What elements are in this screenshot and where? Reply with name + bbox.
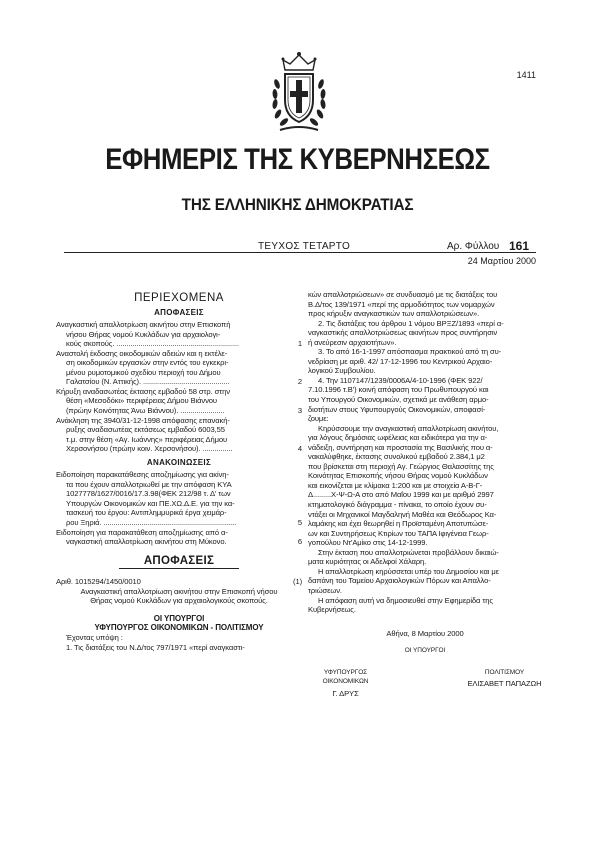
paragraph: Κηρύσσουμε την αναγκαστική απαλλοτρίωση ακινήτου, για λόγους δημόσιας ωφέλειας και ειδικότερα για την α- νάδειξη, συντήρηση και προστασία της Βασιλικής που α- νακαλύφθηκε, έκτασης συνολικού εμβαδού 2.384,1 μ2 που βρίσκεται στη περιοχή Αγ. Γεώργιος Θαλασσίτης της Κοινότητας Επισκοπής νήσου Θήρας νομού Κυκλάδων και εικονίζεται με κλίμακα 1:200 και με στοιχεία Α-Β-Γ- Δ.........Χ-Ψ-Ω-Α στο από Μαΐου 1999 και με αριθμό 2997 κτηματολογικό διάγραμμα - πίνακα, το οποίο έχουν συ- ντάξει οι Μηχανικοί Μαγδαληνή Μαθέα και Θεόδωρος Κα- λαμάκης και έχει θεωρηθεί η Προϊσταμένη Αποτυπώσε- ων και Συντηρήσεως Κτιρίων του ΤΑΠΑ Ιφιγένεια Γεωρ- γοπούλου Ντ'Αμίκο στις 14-12-1999.: [308, 423, 499, 548]
signature-culture: ΠΟΛΙΤΙΣΜΟΥ ΕΛΙΣΑΒΕΤ ΠΑΠΑΖΩΗ: [467, 668, 542, 689]
decision-reference: Αριθ. 1015294/1450/0010 (1): [56, 577, 302, 587]
issue-number: 161: [509, 239, 530, 253]
signature-block: [308, 668, 542, 699]
toc-entry: Ειδοποίηση παρακατάθεσης αποζημίωσης για ακίνη- τα που έχουν απαλλοτριωθεί με την απόφαση ΚΥΑ 1027778/1627/0016/17.3.98(ΦΕΚ 212/98 τ. Δ' των Υπουργών Οικονομικών και ΠΕ.ΧΩ.Δ.Ε. για την κα- τασκευή του έργου: Αντιπλημμυρικά έργα χειμάρ- ρου Ξηριά. .................................................................. 5: [56, 470, 302, 528]
toc-entry: Ειδοποίηση για παρακατάθεση αποζημίωσης από α- ναγκαστική απαλλοτρίωση ακινήτου στη Μύκονο. 6: [56, 527, 302, 547]
page-number: 1411: [516, 70, 536, 80]
toc-page-number: 5: [297, 518, 302, 528]
toc-page-number: 2: [297, 377, 302, 387]
toc-entry: Αναγκαστική απαλλοτρίωση ακινήτου στην Επισκοπή νήσου Θήρας νομού Κυκλάδων για αρχαιολογι- κούς σκοπούς. ............................................................. 1: [56, 320, 302, 349]
decision-subject: Αναγκαστική απαλλοτρίωση ακινήτου στην Επισκοπή νήσου Θήρας νομού Κυκλάδων για αρχαιολογικούς σκοπούς.: [80, 586, 278, 606]
toc-entry: Αναστολή έκδοσης οικοδομικών αδειών και η εκτέλε- ση οικοδομικών εργασιών στην εντός του εγκεκρι- μένου ρυμοτομικού σχεδίου περιοχή του Δήμου Γαλατσίου (Ν. Αττικής). ........................................... 2: [56, 348, 302, 387]
decisions-underline: [119, 568, 239, 569]
signature-header: ΟΙ ΥΠΟΥΡΓΟΙ: [404, 647, 446, 655]
right-column: [308, 290, 542, 698]
toc-entry: Ανάκληση της 3940/31-12-1998 απόφασης επανακή- ρυξης αναδασωτέας εκτάσεως εμβαδού 6003,55 τ.μ. στην θέση «Αγ. Ιωάννης» περιφέρειας Δήμου Χερσονήσου (πρώην κοιν. Χερσονήσου). ............... 4: [56, 415, 302, 454]
gazette-subtitle: ΤΗΣ ΕΛΛΗΝΙΚΗΣ ΔΗΜΟΚΡΑΤΙΑΣ: [181, 195, 414, 214]
left-column: [56, 290, 302, 652]
contents-title: ΠΕΡΙΕΧΟΜΕΝΑ: [134, 292, 224, 304]
toc-page-number: 6: [297, 537, 302, 547]
toc-page-number: 4: [297, 444, 302, 454]
greek-coat-of-arms: [268, 50, 330, 138]
paragraph: 2. Τις διατάξεις του άρθρου 1 νόμου ΒΡΞΖ/1893 «περί α- ναγκαστικής απαλλοτριώσεως ακινήτων προς συντήρησιν ή ανεύρεσιν αρχαιοτήτων».: [308, 318, 504, 347]
signature-date: Αθήνα, 8 Μαρτίου 2000: [386, 628, 464, 638]
decisions-heading: ΑΠΟΦΑΣΕΙΣ: [143, 554, 215, 567]
considering-line: Έχοντας υπόψη :: [66, 632, 123, 642]
toc-entry: Κήρυξη αναδασωτέας έκτασης εμβαδού 58 στρ. στην θέση «Μεσοδόκι» περιφέρειας Δήμου Βιάννου (πρώην Κοινότητας Άνω Βιάννου). ...................... 3: [56, 386, 302, 416]
gazette-title: ΕΦΗΜΕΡΙΣ ΤΗΣ ΚΥΒΕΡΝΗΣΕΩΣ: [105, 143, 490, 176]
decision-item: 1. Τις διατάξεις του Ν.Δ/τος 797/1971 «περί αναγκαστι-: [66, 642, 245, 652]
decision-authority: ΟΙ ΥΠΟΥΡΓΟΙ ΥΦΥΠΟΥΡΓΟΣ ΟΙΚΟΝΟΜΙΚΩΝ - ΠΟΛΙΤΙΣΜΟΥ: [94, 613, 264, 633]
issue-label: Αρ. Φύλλου: [447, 241, 500, 252]
toc-page-number: 1: [297, 339, 302, 349]
paragraph: κών απαλλοτριώσεων» σε συνδυασμό με τις διατάξεις του Β.Δ/τος 139/1971 «περί της αρμοδιότητος των νομαρχών προς κήρυξιν αναγκαστικών των απαλλοτριώσεων».: [308, 290, 498, 319]
toc-page-number: 3: [297, 406, 302, 416]
contents-announcements-heading: ΑΝΑΚΟΙΝΩΣΕΙΣ: [146, 457, 212, 467]
header-divider: [64, 252, 536, 253]
signature-deputy-finance: ΥΦΥΠΟΥΡΓΟΣ ΟΙΚΟΝΟΜΙΚΩΝ Γ. ΔΡΥΣ: [322, 668, 369, 698]
paragraph: Στην έκταση που απαλλοτριώνεται προβάλλουν δικαιώ- ματα κυριότητας οι Αδελφοί Χάλαρη.: [308, 547, 499, 567]
issue-type: ΤΕΥΧΟΣ ΤΕΤΑΡΤΟ: [258, 241, 351, 252]
paragraph: Η απαλλοτρίωση κηρύσσεται υπέρ του Δημοσίου και με δαπάνη του Ταμείου Αρχαιολογικών Πόρων και Απαλλο- τριώσεων.: [308, 566, 499, 595]
contents-decisions-heading: ΑΠΟΦΑΣΕΙΣ: [154, 307, 204, 317]
paragraph: 4. Την 1107147/1239/0006A/4-10-1996 (ΦΕΚ 922/ 7.10.1996 τ.Β') κοινή απόφαση του Πρωθυπουργού και του Υπουργού Οικονομικών, σχετικά με ανάθεση αρμο- διοτήτων στους Υφυπουργούς Οικονομικών, αποφασί- ζουμε:: [308, 375, 489, 424]
issue-date: 24 Μαρτίου 2000: [467, 256, 536, 266]
paragraph: Η απόφαση αυτή να δημοσιευθεί στην Εφημερίδα της Κυβερνήσεως.: [308, 595, 493, 615]
paragraph: 3. Το από 16-1-1997 απόσπασμα πρακτικού από τη συ- νεδρίαση με αριθ. 42/ 17-12-1996 του Κεντρικού Αρχαιο- λογικού Συμβουλίου.: [308, 347, 502, 376]
